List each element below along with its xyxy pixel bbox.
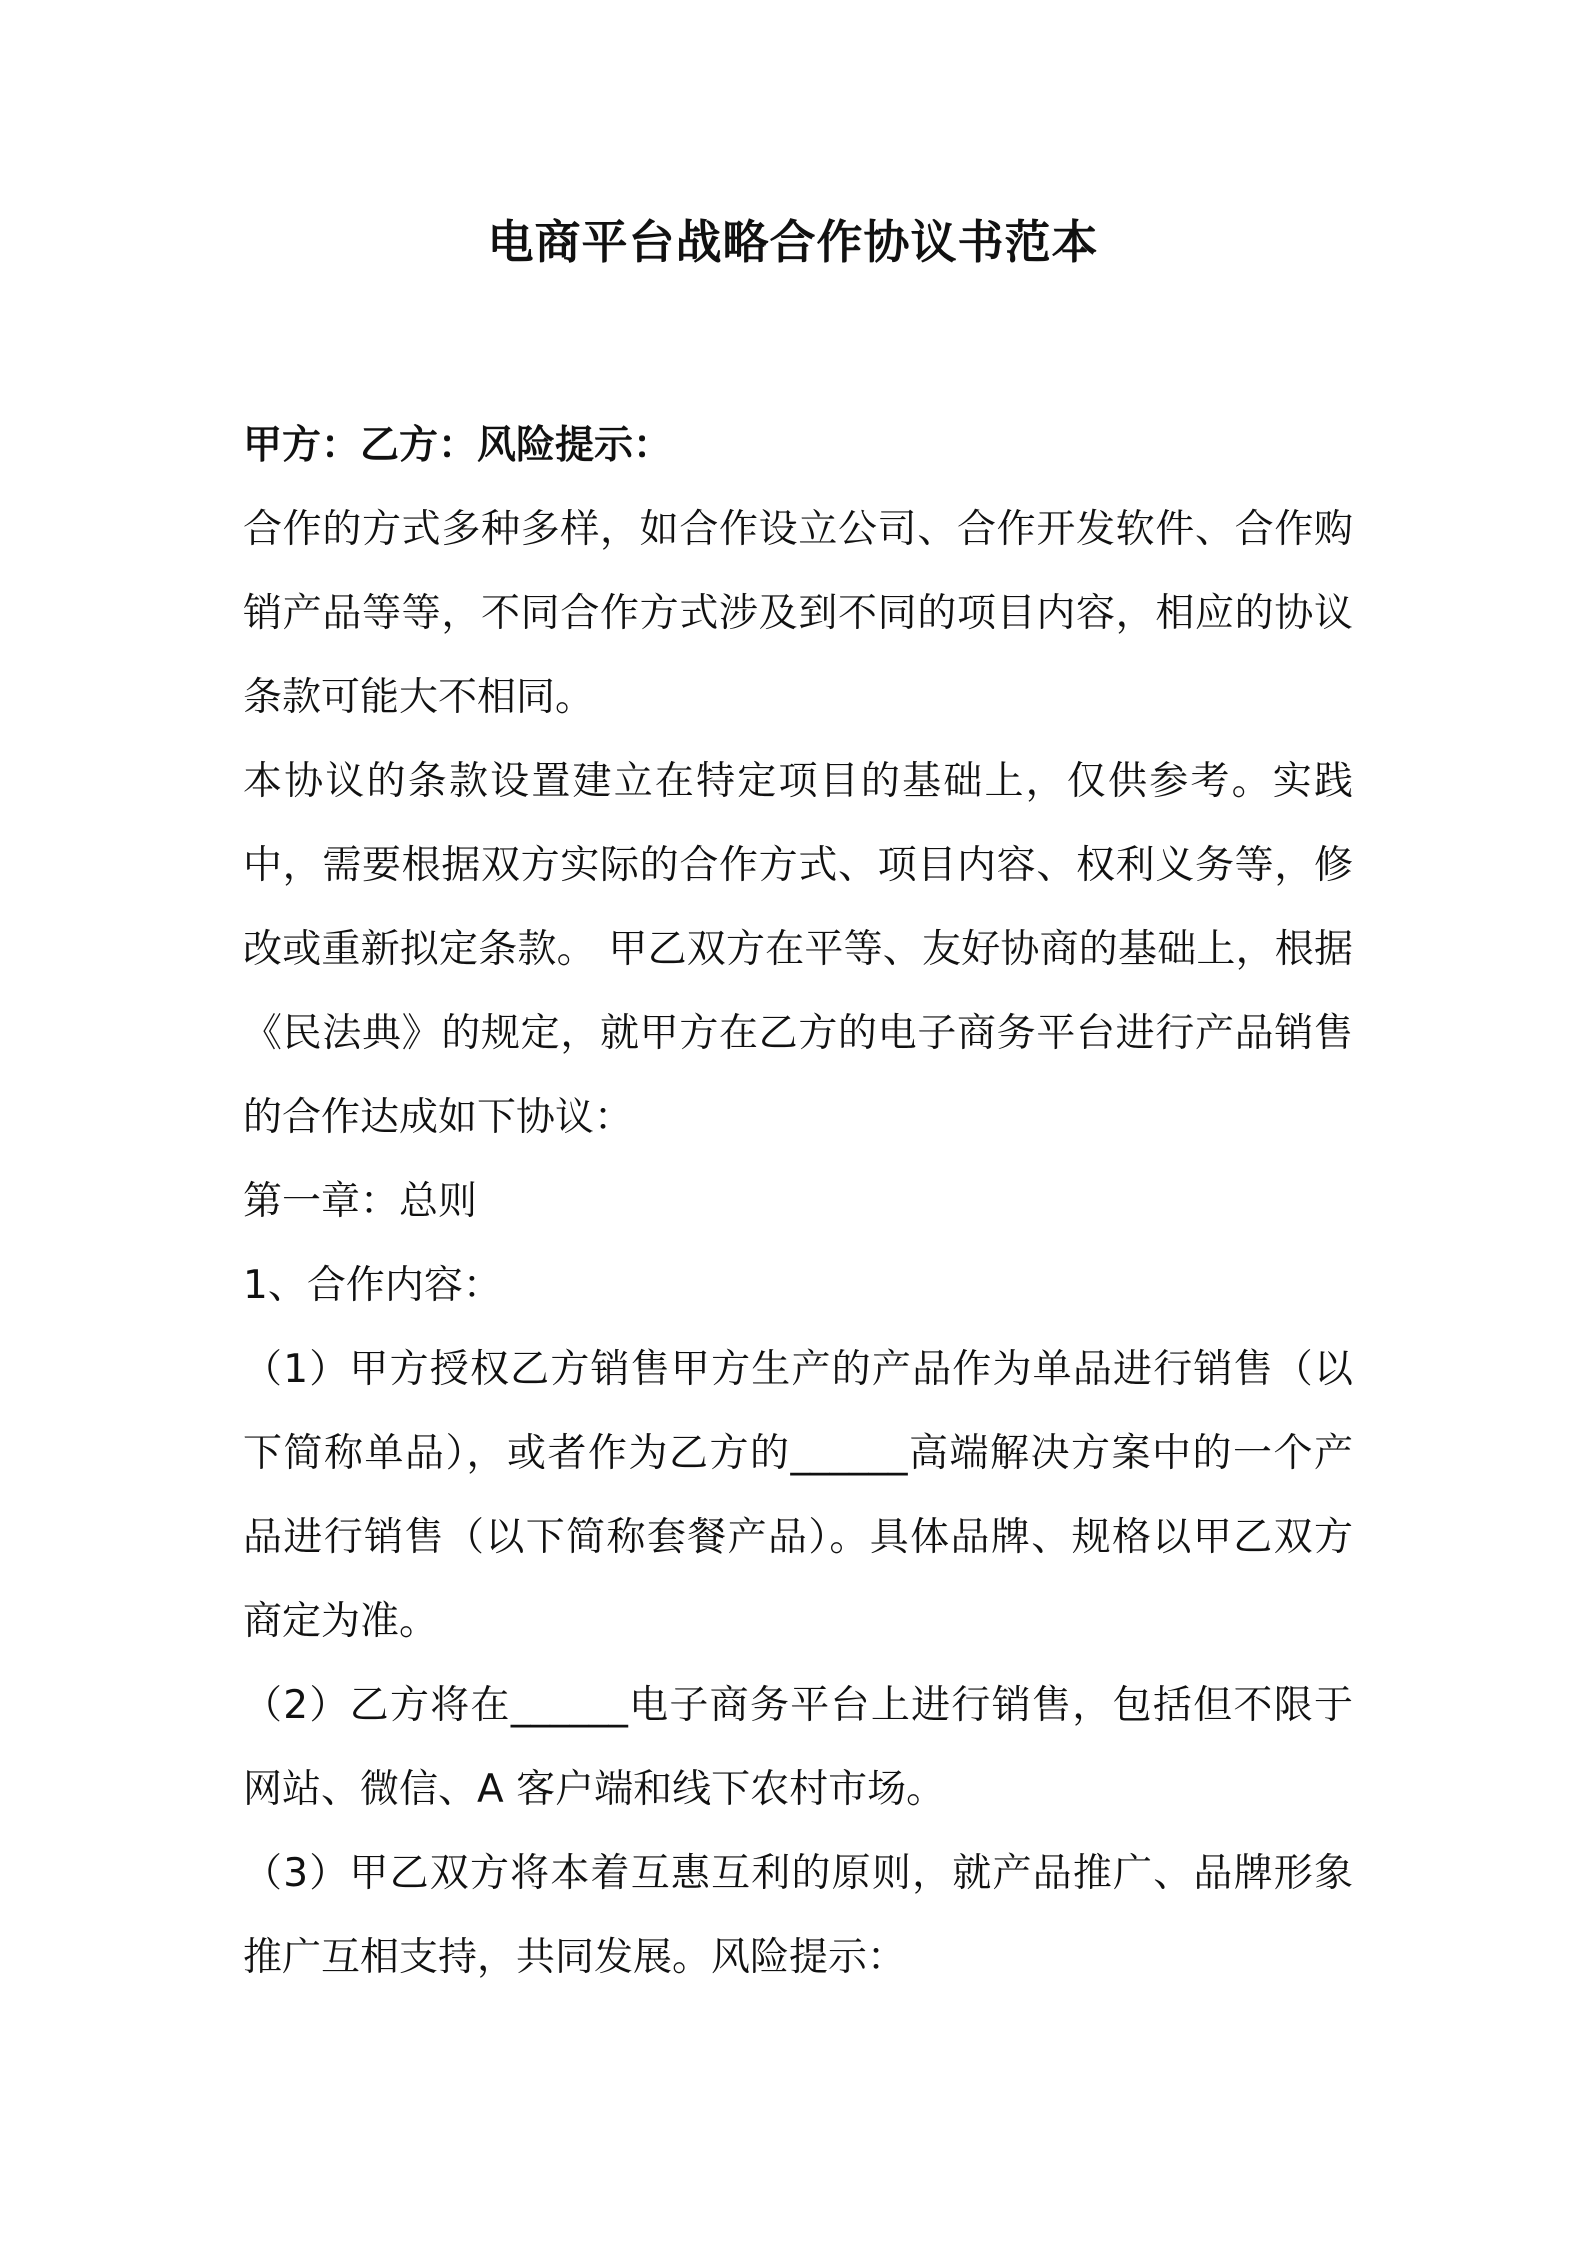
paragraph-cooperation-methods: 合作的方式多种多样，如合作设立公司、合作开发软件、合作购销产品等等，不同合作方式涉及到不同的项目内容，相应的协议条款可能大不相同。 (243, 507, 1353, 720)
paragraph-agreement-basis: 本协议的条款设置建立在特定项目的基础上，仅供参考。实践中，需要根据双方实际的合作方式、项目内容、权利义务等，修改或重新拟定条款。 甲乙双方在平等、友好协商的基础上，根据《民法典》的规定，就甲方在乙方的电子商务平台进行产品销售的合作达成如下协议： (243, 759, 1353, 1140)
clause-3: （3）甲乙双方将本着互惠互利的原则，就产品推广、品牌形象推广互相支持，共同发展。风险提示： (243, 1851, 1353, 1980)
clause-1: （1）甲方授权乙方销售甲方生产的产品作为单品进行销售（以下简称单品），或者作为乙方的______高端解决方案中的一个产品进行销售（以下简称套餐产品）。具体品牌、规格以甲乙双方商定为准。 (243, 1347, 1353, 1644)
chapter-heading: 第一章：总则 (243, 1179, 478, 1224)
parties-line: 甲方：乙方：风险提示： (243, 423, 673, 468)
clause-2: （2）乙方将在______电子商务平台上进行销售，包括但不限于网站、微信、A 客户端和线下农村市场。 (243, 1683, 1353, 1812)
section-heading: 1、合作内容： (243, 1263, 502, 1308)
document-title: 电商平台战略合作协议书范本 (487, 215, 1099, 269)
document-body (243, 404, 1353, 2000)
